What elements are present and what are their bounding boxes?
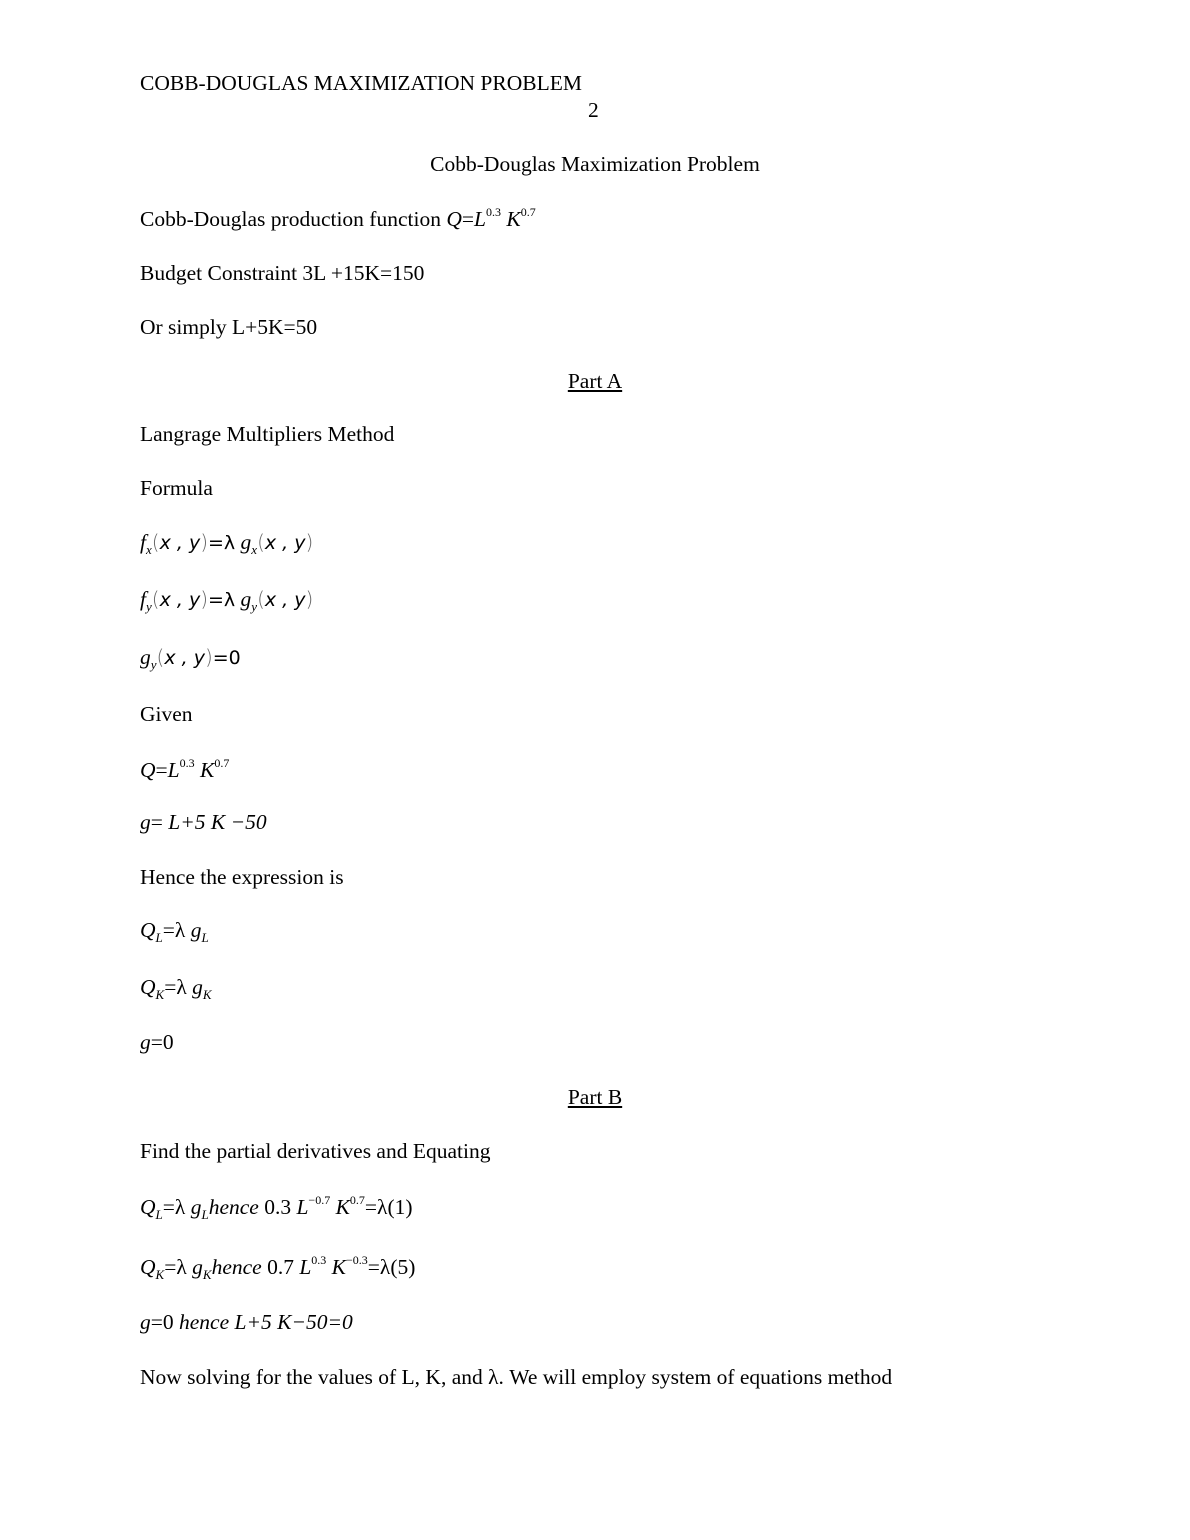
given-q-equation: $Q=L^{0.3}$ $K^{0.7}$	[140, 756, 230, 782]
expression-1: $Q_L=\lambda$ $g_L$	[140, 918, 209, 945]
part-b-heading: Part B	[567, 1085, 623, 1109]
given-label: Given	[140, 702, 193, 726]
formula-1: $f_x(x$ , y)=λ $g_x(x$ , y)	[140, 530, 314, 557]
derivative-eq-2: $Q_K=\lambda$ $g_Khence$ 0.7 $L^{0.3}$ $K^{-0.3}=\lambda(5)$	[140, 1253, 416, 1282]
budget-constraint: Budget Constraint 3L +15K=150	[140, 261, 425, 285]
document-title: Cobb-Douglas Maximization Problem	[430, 152, 760, 176]
formula-2: $f_y(x$ , y)=λ $g_y(x$ , y)	[140, 587, 314, 614]
method-label: Langrage Multipliers Method	[140, 422, 395, 446]
production-function-line	[140, 205, 536, 231]
production-label: Cobb-Douglas production function	[140, 207, 441, 231]
expression-label: Hence the expression is	[140, 865, 344, 889]
derivative-eq-1: $Q_L=\lambda$ $g_Lhence$ 0.3 $L^{-0.7}$ $K^{0.7}=\lambda(1)$	[140, 1193, 413, 1222]
expression-2: $Q_K=\lambda$ $g_K$	[140, 975, 212, 1002]
given-g-equation: g= L+5 K −50	[140, 810, 267, 834]
simplified-constraint: Or simply L+5K=50	[140, 315, 318, 339]
page-number: 2	[588, 98, 599, 122]
production-equation: $Q=L^{0.3}$ $K^{0.7}$	[446, 205, 536, 231]
running-head: COBB-DOUGLAS MAXIMIZATION PROBLEM	[140, 71, 582, 95]
derivative-eq-3: g=0 hence L+5 K−50=0	[140, 1310, 353, 1334]
expression-3: g=0	[140, 1030, 174, 1054]
part-a-heading: Part A	[567, 369, 623, 393]
formula-3: $g_y(x$ , y)=0	[140, 645, 241, 672]
closing-paragraph: Now solving for the values of L, K, and λ. We will employ system of equations method	[140, 1365, 893, 1389]
formula-label: Formula	[140, 476, 213, 500]
part-b-intro: Find the partial derivatives and Equating	[140, 1139, 491, 1163]
